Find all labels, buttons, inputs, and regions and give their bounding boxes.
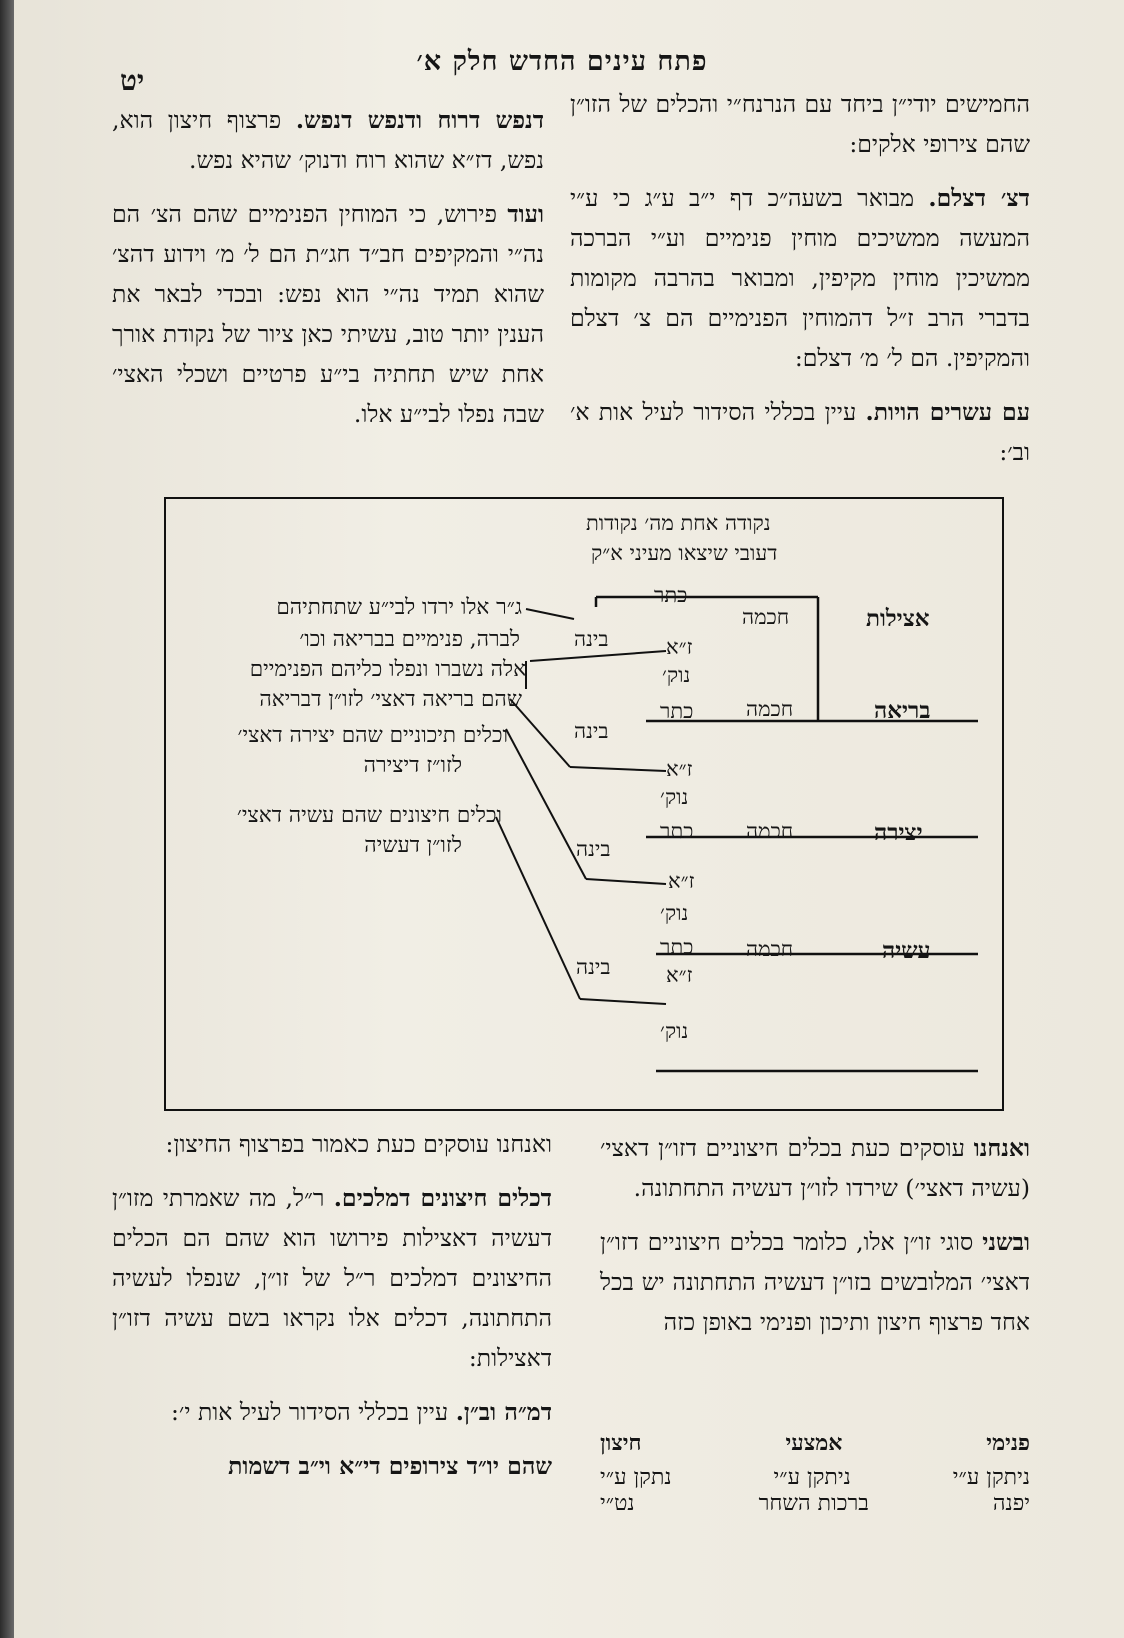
sefira-chochma: חכמה xyxy=(746,819,794,843)
sefira-chochma: חכמה xyxy=(746,697,794,721)
paragraph xyxy=(112,1124,552,1164)
sefira-nok: נוק׳ xyxy=(660,1019,689,1043)
table-cell: ניתקן ע״י xyxy=(952,1465,1030,1490)
sefira-bina: בינה xyxy=(576,837,611,861)
world-label-yetzirah: יצירה xyxy=(874,819,923,846)
sefira-chochma: חכמה xyxy=(746,937,794,961)
sefira-nok: נוק׳ xyxy=(660,785,689,809)
world-label-asiyah: עשיה xyxy=(882,937,931,964)
paragraph xyxy=(112,1446,552,1486)
table-header-row xyxy=(600,1430,1030,1456)
annotation-line: לברה, פנימיים בבריאה וכו׳ xyxy=(299,627,520,652)
diagram-caption-2: דעובי שיצאו מעיני א״ק xyxy=(591,541,778,565)
table-row xyxy=(600,1490,1030,1516)
paragraph-lead: ועוד xyxy=(507,200,544,228)
paragraph-text: סוגי זו״ן אלו, כלומר בכלים חיצוניים דזו״ן דאצי׳ המלובשים בזו״ן דעשיה התחתונה יש בכל אחד פרצוף חיצון ותיכון ופנימי באופן כזה xyxy=(600,1228,1030,1336)
paragraph-lead: שהם יו״ד צירופים די״א וי״ב דשמות xyxy=(228,1452,552,1480)
table-cell: נתקן ע״י xyxy=(600,1465,672,1490)
table-header-cell: חיצון xyxy=(600,1430,642,1456)
sefira-za: ז״א xyxy=(666,757,693,781)
paragraph-text: ואנחנו עוסקים כעת כאמור בפרצוף החיצון: xyxy=(165,1130,552,1158)
paragraph-text: ר״ל, מה שאמרתי מזו״ן דעשיה דאצילות פירושו הוא שהם הם הכלים החיצונים דמלכים ר״ל של זו״ן, שנפלו לעשיה התחתונה, דכלים אלו נקראו בשם עשיה דזו״ן דאצילות: xyxy=(112,1184,552,1372)
paragraph xyxy=(600,1222,1030,1342)
table-header-cell: אמצעי xyxy=(785,1430,843,1456)
sefira-keter: כתר xyxy=(654,583,688,607)
annotation-line: ג״ר אלו ירדו לבי״ע שתחתיהם xyxy=(276,595,522,620)
left-column-bottom xyxy=(112,1124,552,1500)
comparison-table xyxy=(600,1430,1030,1516)
page-header-title: פתח עינים החדש חלק א׳ xyxy=(416,46,708,77)
paragraph-lead: דמ״ה וב״ן. xyxy=(455,1398,552,1426)
annotation-line: שהם בריאה דאצי׳ לזו״ן דבריאה xyxy=(259,687,522,712)
paragraph-lead: עם עשרים הויות. xyxy=(865,398,1030,426)
table-header-cell: פנימי xyxy=(986,1430,1030,1456)
paragraph xyxy=(570,84,1030,164)
sefira-chochma: חכמה xyxy=(742,605,790,629)
sefira-keter: כתר xyxy=(660,699,694,723)
sefira-bina: בינה xyxy=(574,719,609,743)
paragraph-lead: ואנחנו xyxy=(973,1134,1030,1162)
paragraph xyxy=(112,194,544,434)
table-cell: יפנה xyxy=(992,1491,1030,1516)
paragraph-lead: ובשני xyxy=(982,1228,1030,1256)
table-row xyxy=(600,1464,1030,1490)
paragraph xyxy=(570,178,1030,378)
left-column-top xyxy=(112,100,544,448)
paragraph-lead: דנפש דרוח ודנפש דנפש. xyxy=(295,106,544,134)
annotation-line: וכלים חיצונים שהם עשיה דאצי׳ xyxy=(236,803,502,828)
table-cell: ברכות השחר xyxy=(758,1491,869,1516)
table-cell: ניתקן ע״י xyxy=(773,1465,851,1490)
annotation-line: אלה נשברו ונפלו כליהם הפנימיים xyxy=(249,657,526,682)
sefira-nok: נוק׳ xyxy=(662,663,691,687)
paragraph xyxy=(600,1128,1030,1208)
sefira-bina: בינה xyxy=(574,627,609,651)
paragraph-text: מבואר בשעה״כ דף י״ב ע״ג כי ע״י המעשה ממשיכים מוחין פנימיים וע״י הברכה ממשיכין מוחין מקיפין, ומבואר בהרבה מקומות בדברי הרב ז״ל דהמוחין הפנימיים הם צ׳ דצלם והמקיפין. הם ל׳ מ׳ דצלם: xyxy=(570,184,1030,372)
page-number: יט xyxy=(120,64,145,97)
paragraph-text: פרצוף חיצון הוא, נפש, דז״א שהוא רוח ודנוק׳ שהיא נפש. xyxy=(112,106,544,174)
sefira-za: ז״א xyxy=(668,869,695,893)
sefira-bina: בינה xyxy=(576,955,611,979)
paragraph-lead: דצ׳ דצלם. xyxy=(928,184,1030,212)
sefira-keter: כתר xyxy=(660,935,694,959)
right-column-top xyxy=(570,84,1030,486)
sefirot-diagram xyxy=(164,497,1004,1111)
sefira-za: ז״א xyxy=(666,635,693,659)
book-spine xyxy=(0,0,14,1638)
paragraph-text: עיין בכללי הסידור לעיל אות א׳ וב׳: xyxy=(570,398,1030,466)
right-column-bottom xyxy=(600,1128,1030,1356)
paragraph xyxy=(112,100,544,180)
sefira-nok: נוק׳ xyxy=(660,901,689,925)
paragraph xyxy=(112,1178,552,1378)
paragraph-text: עוסקים כעת בכלים חיצוניים דזו״ן דאצי׳ (עשיה דאצי׳) שירדו לזו״ן דעשיה התחתונה. xyxy=(600,1134,1030,1202)
paragraph-lead: דכלים חיצונים דמלכים. xyxy=(333,1184,552,1212)
world-label-atzilut: אצילות xyxy=(866,605,930,632)
paragraph xyxy=(570,392,1030,472)
annotation-line: לזו״ן דעשיה xyxy=(364,833,462,858)
annotation-line: וכלים תיכוניים שהם יצירה דאצי׳ xyxy=(237,723,508,748)
paragraph-text: עיין בכללי הסידור לעיל אות י׳: xyxy=(170,1398,449,1426)
paragraph-text: החמישים יודי״ן ביחד עם הנרנח״י והכלים של הזו״ן שהם צירופי אלקים: xyxy=(570,90,1030,158)
sefira-za: ז״א xyxy=(666,963,693,987)
paragraph-text: פירוש, כי המוחין הפנימיים שהם הצ׳ הם נה״י והמקיפים חב״ד חג״ת הם ל׳ מ׳ וידוע דהצ׳ שהוא תמיד נה״י הוא נפש: ובכדי לבאר את הענין יותר טוב, עשיתי כאן ציור של נקודת אורך אחת שיש תחתיה בי״ע פרטיים ושכלי האצי׳ שבה נפלו לבי״ע אלו. xyxy=(112,200,544,428)
annotation-line: לזו״ז דיצירה xyxy=(363,753,462,778)
world-label-beriah: בריאה xyxy=(874,697,931,724)
diagram-caption-1: נקודה אחת מה׳ נקודות xyxy=(586,511,771,535)
table-cell: נט״י xyxy=(600,1491,635,1516)
sefira-keter: כתר xyxy=(660,819,694,843)
paragraph xyxy=(112,1392,552,1432)
